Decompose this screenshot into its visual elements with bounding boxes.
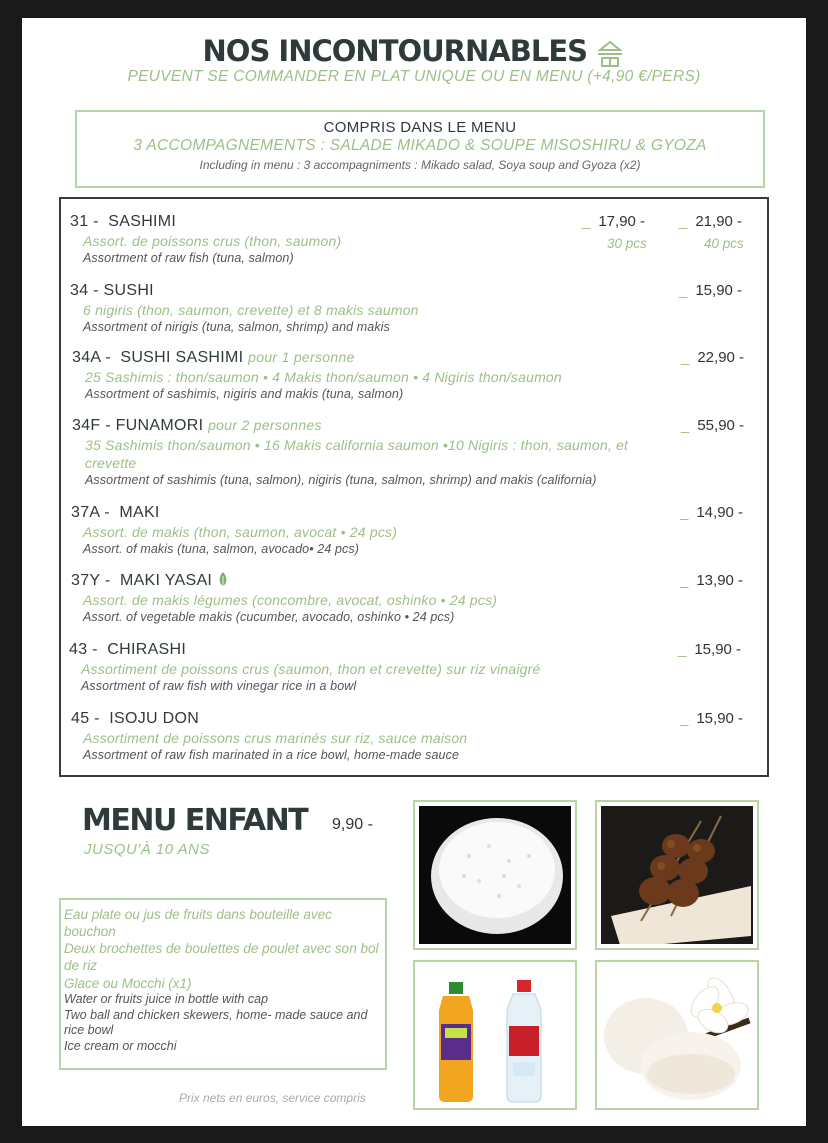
item-number: 37Y - [71,572,111,589]
item-serving-note: pour 1 personne [248,349,355,365]
item-description-fr: Assortiment de poissons crus marinés sur riz, sauce maison [83,730,468,746]
item-description-en: Assortment of raw fish (tuna, salmon) [83,251,294,265]
item-number: 34A - [72,349,111,366]
price-value: 21,90 - [695,213,743,230]
item-number: 37A - [71,504,110,521]
item-price: _ 14,90 - [680,504,744,521]
item-number: 31 - [70,213,99,230]
price-pcs-2: 40 pcs [704,236,744,251]
item-name: FUNAMORI [115,417,204,434]
footer-note: Prix nets en euros, service compris [179,1091,366,1105]
item-description-en: Assort. of makis (tuna, salmon, avocado• 24 pcs) [83,542,359,556]
item-title [70,282,154,300]
item-price: _ 15,90 - [678,641,742,658]
item-price-2: _ 21,90 - [679,213,743,230]
kids-main-en: Two ball and chicken skewers, home- made sauce and rice bowl [64,1007,368,1037]
item-description-en: Assortment of nirigis (tuna, salmon, shrimp) and makis [83,320,390,334]
item-name: MAKI [119,504,160,521]
item-number: 34 - [70,282,99,299]
item-title [72,349,355,367]
price-value: 15,90 - [695,282,743,299]
page-subtitle: PEUVENT SE COMMANDER EN PLAT UNIQUE OU EN MENU (+4,90 €/PERS) [127,68,701,85]
kids-main-fr: Deux brochettes de boulettes de poulet avec son bol de riz [64,941,379,973]
kids-drink-fr: Eau plate ou jus de fruits dans bouteille avec bouchon [64,907,332,939]
kids-dessert-fr: Glace ou Mocchi (x1) [64,976,192,991]
item-number: 34F - [72,417,111,434]
item-price: _ 13,90 - [680,572,744,589]
item-description-fr: Assort. de makis légumes (concombre, avocat, oshinko • 24 pcs) [83,592,498,608]
item-description-fr: Assort. de poissons crus (thon, saumon) [83,233,342,249]
chicken-skewers-photo [595,800,759,950]
item-name: SUSHI SASHIMI [120,349,244,366]
item-description-fr: Assortiment de poissons crus (saumon, thon et crevette) sur riz vinaigré [81,661,541,677]
price-value: 13,90 - [696,572,744,589]
price-value: 22,90 - [697,349,745,366]
item-description-en: Assortment of raw fish marinated in a rice bowl, home-made sauce [83,748,460,762]
item-title [71,572,228,593]
item-number: 43 - [69,641,98,658]
item-price: _ 55,90 - [681,417,745,434]
item-name: CHIRASHI [107,641,187,658]
item-description-en: Assort. of vegetable makis (cucumber, avocado, oshinko • 24 pcs) [83,610,455,624]
kids-menu-age: JUSQU'À 10 ANS [84,841,211,858]
item-name: SUSHI [103,282,154,299]
item-description-fr: 25 Sashimis : thon/saumon • 4 Makis thon/saumon • 4 Nigiris thon/saumon [85,369,562,385]
price-value: 17,90 - [598,213,646,230]
item-name: ISOJU DON [109,710,200,727]
compris-subtitle: 3 ACCOMPAGNEMENTS : SALADE MIKADO & SOUPE MISOSHIRU & GYOZA [133,137,707,154]
item-description-fr: Assort. de makis (thon, saumon, avocat • 24 pcs) [83,524,398,540]
menu-page [22,18,806,1126]
drink-bottles-photo [413,960,577,1110]
item-title [71,504,160,522]
item-number: 45 - [71,710,100,727]
compris-title: COMPRIS DANS LE MENU [323,119,517,136]
price-value: 55,90 - [697,417,745,434]
item-name: MAKI YASAI [119,572,213,589]
item-title [69,641,186,659]
item-price: _ 15,90 - [680,710,744,727]
page-title: NOS INCONTOURNABLES [202,34,588,68]
item-title [71,710,199,728]
compris-box [75,110,765,188]
item-title [72,417,322,435]
kids-menu-price: 9,90 - [332,816,373,833]
price-value: 15,90 - [694,641,742,658]
leaf-icon [218,572,228,593]
item-description-en: Assortment of sashimis (tuna, salmon), nigiris (tuna, salmon, shrimp) and makis (california) [85,473,597,487]
kids-menu-title: MENU ENFANT [82,803,308,838]
price-value: 15,90 - [696,710,744,727]
item-description-en: Assortment of sashimis, nigiris and makis (tuna, salmon) [85,387,404,401]
item-description-fr: 6 nigiris (thon, saumon, crevette) et 8 makis saumon [83,302,419,318]
kids-menu-box [59,898,387,1070]
kids-drink-en: Water or fruits juice in bottle with cap [64,992,269,1006]
item-description-en: Assortment of raw fish with vinegar rice in a bowl [81,679,357,693]
item-description-fr: 35 Sashimis thon/saumon • 16 Makis california saumon •10 Nigiris : thon, saumon, et crevette [85,437,629,471]
item-title [70,213,176,231]
compris-english: Including in menu : 3 accompagniments : Mikado salad, Soya soup and Gyoza (x2) [199,158,641,172]
item-serving-note: pour 2 personnes [208,417,322,433]
item-price: _ 22,90 - [681,349,745,366]
kids-dessert-en: Ice cream or mocchi [64,1038,177,1053]
price-pcs: 30 pcs [607,236,647,251]
rice-bowl-photo [413,800,577,950]
menu-items-box [59,197,769,777]
item-price: _ 15,90 - [679,282,743,299]
item-price: _ 17,90 - [582,213,646,230]
mochi-photo [595,960,759,1110]
item-name: SASHIMI [108,213,177,230]
price-value: 14,90 - [696,504,744,521]
